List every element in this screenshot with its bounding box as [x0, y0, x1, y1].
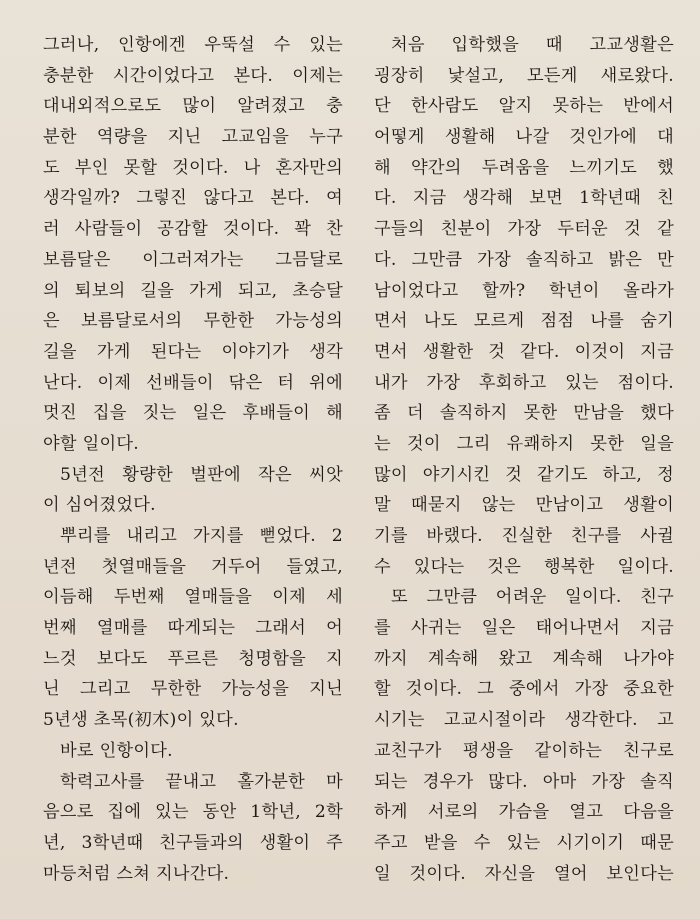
right-text-column — [374, 30, 674, 889]
text-line: 어떻게 생활해 나갈 것인가에 대 — [374, 127, 674, 148]
text-line: 느것 보다도 푸르른 청명함을 지 — [43, 648, 343, 669]
text-line: 남이었다고 할까? 학년이 올라가 — [374, 280, 674, 301]
text-line: 내가 가장 후회하고 있는 점이다. — [374, 372, 674, 393]
text-line: 다. 지금 생각해 보면 1학년때 친 — [374, 188, 674, 209]
text-line: 보름달은 이그러져가는 그믐달로 — [43, 249, 343, 270]
text-line: 일 것이다. 자신을 열어 보인다는 — [374, 863, 674, 884]
text-line: 야할 일이다. — [43, 433, 140, 454]
text-line: 바로 인항이다. — [60, 740, 173, 761]
text-line: 는 것이 그리 유쾌하지 못한 일을 — [374, 433, 674, 454]
text-line: 할 것이다. 그 중에서 가장 중요한 — [374, 679, 674, 700]
text-line: 은 보름달로서의 무한한 가능성의 — [43, 311, 343, 332]
text-line: 다. 그만큼 가장 솔직하고 밝은 만 — [374, 249, 674, 270]
text-line: 주고 받을 수 있는 시기이기 때문 — [374, 832, 674, 853]
text-line: 좀 더 솔직하지 못한 만남을 했다 — [374, 403, 674, 424]
text-line: 년, 3학년때 친구들과의 생활이 주 — [43, 832, 343, 853]
text-line: 음으로 집에 있는 동안 1학년, 2학 — [43, 802, 343, 823]
text-line: 또 그만큼 어려운 일이다. 친구 — [391, 587, 674, 608]
text-line: 하게 서로의 가슴을 열고 다음을 — [374, 802, 674, 823]
text-line: 처음 입학했을 때 고교생활은 — [391, 35, 674, 55]
text-line: 수 있다는 것은 행복한 일이다. — [374, 556, 674, 577]
text-line: 길을 가게 된다는 이야기가 생각 — [43, 341, 343, 362]
text-line: 굉장히 낯설고, 모든게 새로왔다. — [374, 65, 674, 86]
text-line: 뿌리를 내리고 가지를 뻗었다. 2 — [60, 526, 343, 546]
text-line: 난다. 이제 선배들이 닦은 터 위에 — [43, 372, 343, 393]
text-line: 를 사귀는 일은 태어나면서 지금 — [374, 618, 674, 639]
text-line: 단 한사람도 알지 못하는 반에서 — [374, 96, 674, 117]
text-line: 년전 첫열매들을 거두어 들였고, — [43, 556, 343, 577]
text-line: 충분한 시간이었다고 본다. 이제는 — [43, 65, 343, 86]
text-line: 멋진 집을 짓는 일은 후배들이 해 — [43, 403, 343, 424]
left-text-column — [43, 30, 343, 889]
text-line: 대내외적으로도 많이 알려졌고 충 — [43, 96, 343, 117]
text-line: 교친구가 평생을 같이하는 친구로 — [374, 740, 674, 761]
text-line: 말 때묻지 않는 만남이고 생활이 — [374, 495, 674, 516]
text-line: 되는 경우가 많다. 아마 가장 솔직 — [374, 771, 674, 792]
text-line: 학력고사를 끝내고 홀가분한 마 — [60, 771, 343, 792]
text-line: 마등처럼 스쳐 지나간다. — [43, 863, 230, 884]
text-line: 시기는 고교시절이라 생각한다. 고 — [374, 710, 674, 731]
text-line: 구들의 친분이 가장 두터운 것 같 — [374, 219, 674, 240]
text-line: 이 심어졌었다. — [43, 495, 156, 516]
text-line: 5년전 황량한 벌판에 작은 씨앗 — [60, 464, 343, 485]
text-line: 닌 그리고 무한한 가능성을 지닌 — [43, 679, 343, 700]
text-line: 많이 야기시킨 것 같기도 하고, 정 — [374, 464, 674, 485]
text-line: 면서 나도 모르게 점점 나를 숨기 — [374, 311, 674, 332]
text-line: 러 사람들이 공감할 것이다. 꽉 찬 — [43, 219, 343, 240]
text-line: 생각일까? 그렇진 않다고 본다. 여 — [43, 188, 343, 209]
text-line: 까지 계속해 왔고 계속해 나가야 — [374, 648, 674, 669]
text-line: 해 약간의 두려움을 느끼기도 했 — [374, 157, 674, 178]
text-line: 5년생 초목(初木)이 있다. — [43, 710, 239, 731]
text-line: 이듬해 두번째 열매들을 이제 세 — [43, 587, 343, 608]
text-line: 면서 생활한 것 같다. 이것이 지금 — [374, 341, 674, 362]
text-line: 의 퇴보의 길을 가게 되고, 초승달 — [43, 280, 343, 301]
text-line: 기를 바랬다. 진실한 친구를 사귈 — [374, 526, 674, 546]
text-line: 번째 열매를 따게되는 그래서 어 — [43, 618, 343, 639]
text-line: 그러나, 인항에겐 우뚝설 수 있는 — [43, 35, 343, 55]
text-line: 도 부인 못할 것이다. 나 혼자만의 — [43, 157, 343, 178]
text-line: 분한 역량을 지닌 고교임을 누구 — [43, 127, 343, 148]
